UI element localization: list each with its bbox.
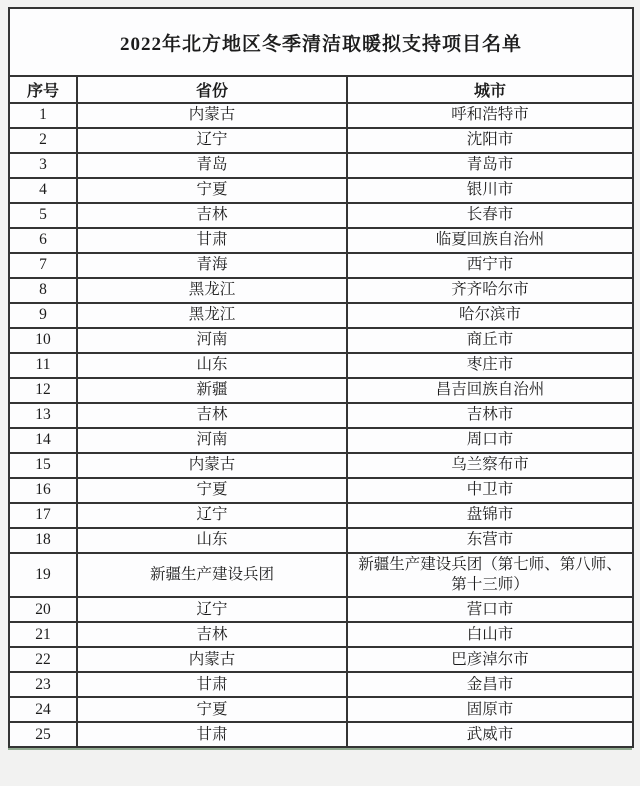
cell-province: 新疆 [77, 378, 347, 403]
cell-no: 25 [9, 722, 77, 747]
cell-city: 盘锦市 [347, 503, 633, 528]
table-row [9, 303, 633, 328]
cell-province: 新疆生产建设兵团 [77, 553, 347, 597]
cell-no: 6 [9, 228, 77, 253]
table-row [9, 722, 633, 747]
cell-no: 24 [9, 697, 77, 722]
column-header-no: 序号 [9, 76, 77, 103]
cell-city: 西宁市 [347, 253, 633, 278]
cell-city: 东营市 [347, 528, 633, 553]
cell-city: 青岛市 [347, 153, 633, 178]
cell-city: 长春市 [347, 203, 633, 228]
cell-city: 齐齐哈尔市 [347, 278, 633, 303]
table-row [9, 328, 633, 353]
cell-province: 宁夏 [77, 478, 347, 503]
cell-province: 甘肃 [77, 672, 347, 697]
cell-province: 山东 [77, 528, 347, 553]
cell-no: 12 [9, 378, 77, 403]
cell-province: 宁夏 [77, 697, 347, 722]
header-row [9, 76, 633, 103]
cell-no: 17 [9, 503, 77, 528]
table-row [9, 528, 633, 553]
table-row [9, 553, 633, 597]
table-row [9, 228, 633, 253]
cell-no: 5 [9, 203, 77, 228]
table-row [9, 697, 633, 722]
table-row [9, 428, 633, 453]
cell-no: 13 [9, 403, 77, 428]
cell-city: 银川市 [347, 178, 633, 203]
cell-city: 周口市 [347, 428, 633, 453]
table-row [9, 672, 633, 697]
cell-city: 商丘市 [347, 328, 633, 353]
cell-no: 1 [9, 103, 77, 128]
project-table [8, 7, 634, 748]
table-row [9, 478, 633, 503]
cell-province: 内蒙古 [77, 103, 347, 128]
cell-city: 呼和浩特市 [347, 103, 633, 128]
cell-province: 河南 [77, 428, 347, 453]
cell-no: 2 [9, 128, 77, 153]
cell-province: 辽宁 [77, 503, 347, 528]
cell-city: 吉林市 [347, 403, 633, 428]
table-row [9, 203, 633, 228]
cell-city: 新疆生产建设兵团（第七师、第八师、第十三师） [347, 553, 633, 597]
cell-no: 8 [9, 278, 77, 303]
cell-province: 甘肃 [77, 722, 347, 747]
table-row [9, 378, 633, 403]
table-row [9, 278, 633, 303]
cell-province: 内蒙古 [77, 647, 347, 672]
table-row [9, 128, 633, 153]
cell-city: 枣庄市 [347, 353, 633, 378]
table-title: 2022年北方地区冬季清洁取暖拟支持项目名单 [9, 8, 633, 76]
column-header-city: 城市 [347, 76, 633, 103]
cell-province: 黑龙江 [77, 303, 347, 328]
cell-province: 吉林 [77, 403, 347, 428]
cell-no: 21 [9, 622, 77, 647]
cell-city: 中卫市 [347, 478, 633, 503]
cell-no: 20 [9, 597, 77, 622]
cell-no: 15 [9, 453, 77, 478]
table-row [9, 253, 633, 278]
cell-no: 9 [9, 303, 77, 328]
cell-city: 昌吉回族自治州 [347, 378, 633, 403]
cell-province: 甘肃 [77, 228, 347, 253]
table-row [9, 597, 633, 622]
cell-city: 哈尔滨市 [347, 303, 633, 328]
table-row [9, 353, 633, 378]
cell-no: 22 [9, 647, 77, 672]
cell-city: 金昌市 [347, 672, 633, 697]
table-row [9, 622, 633, 647]
table-body [9, 103, 633, 747]
cell-city: 沈阳市 [347, 128, 633, 153]
cell-province: 山东 [77, 353, 347, 378]
cell-city: 白山市 [347, 622, 633, 647]
project-table-container [8, 7, 632, 750]
table-row [9, 403, 633, 428]
column-header-province: 省份 [77, 76, 347, 103]
cell-province: 辽宁 [77, 597, 347, 622]
cell-province: 河南 [77, 328, 347, 353]
cell-province: 黑龙江 [77, 278, 347, 303]
cell-no: 3 [9, 153, 77, 178]
cell-no: 18 [9, 528, 77, 553]
table-row [9, 503, 633, 528]
cell-city: 巴彦淖尔市 [347, 647, 633, 672]
cell-province: 吉林 [77, 203, 347, 228]
cell-province: 青岛 [77, 153, 347, 178]
cell-no: 4 [9, 178, 77, 203]
cell-city: 固原市 [347, 697, 633, 722]
cell-city: 营口市 [347, 597, 633, 622]
cell-no: 14 [9, 428, 77, 453]
cell-province: 青海 [77, 253, 347, 278]
title-row [9, 8, 633, 76]
table-row [9, 453, 633, 478]
cell-province: 宁夏 [77, 178, 347, 203]
cell-province: 辽宁 [77, 128, 347, 153]
cell-city: 临夏回族自治州 [347, 228, 633, 253]
cell-no: 7 [9, 253, 77, 278]
cell-province: 内蒙古 [77, 453, 347, 478]
cell-no: 19 [9, 553, 77, 597]
cell-no: 16 [9, 478, 77, 503]
table-row [9, 103, 633, 128]
cell-city: 乌兰察布市 [347, 453, 633, 478]
cell-city: 武威市 [347, 722, 633, 747]
table-row [9, 647, 633, 672]
cell-province: 吉林 [77, 622, 347, 647]
cell-no: 10 [9, 328, 77, 353]
cell-no: 23 [9, 672, 77, 697]
table-row [9, 178, 633, 203]
table-row [9, 153, 633, 178]
cell-no: 11 [9, 353, 77, 378]
